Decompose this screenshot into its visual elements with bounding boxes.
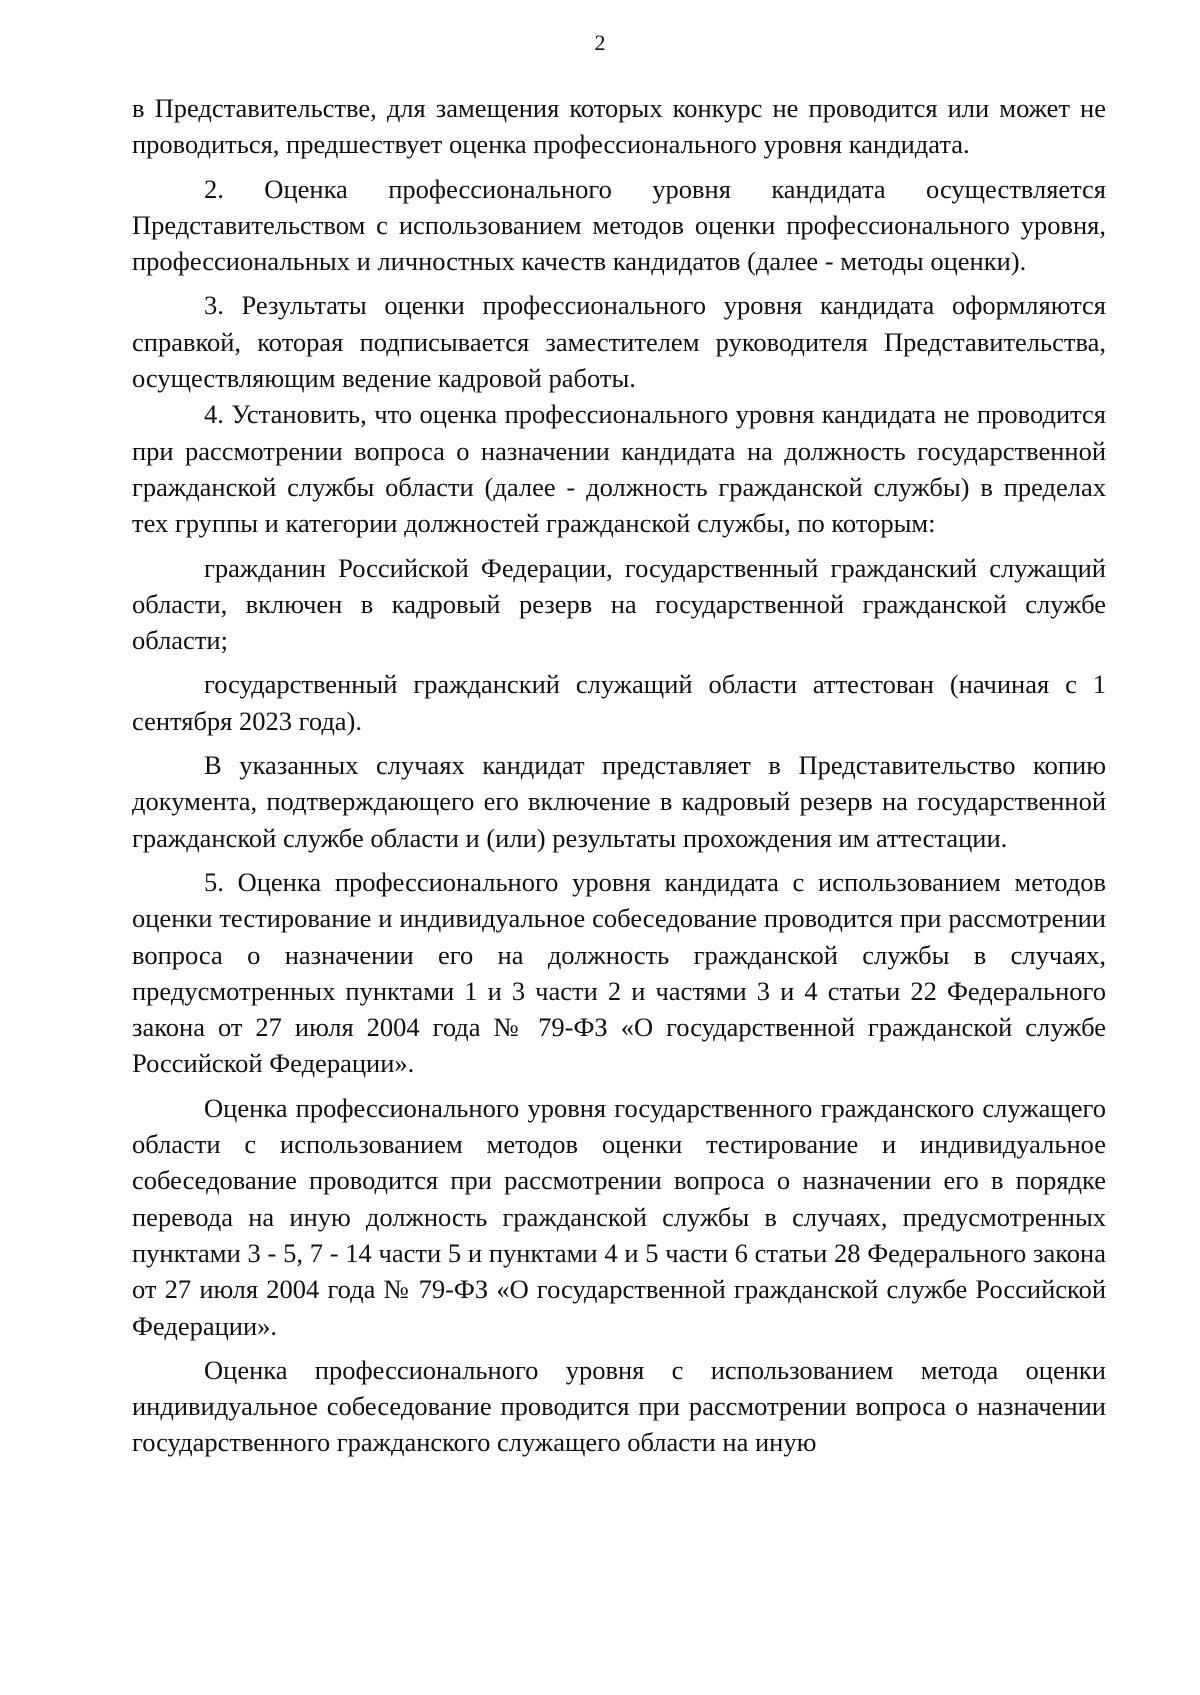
document-body <box>132 90 1106 1461</box>
page-number: 2 <box>594 30 606 55</box>
paragraph-condition-attested: государственный гражданский служащий области аттестован (начиная с 1 сентября 2023 года). <box>132 669 1106 736</box>
paragraph-continuation: в Представительстве, для замещения которых конкурс не проводится или может не проводиться, предшествует оценка профессионального уровня кандидата. <box>132 93 1106 160</box>
paragraph-documents: В указанных случаях кандидат представляет в Представительство копию документа, подтверждающего его включение в кадровый резерв на государственной гражданской службе области и (или) результаты прохождения им аттестации. <box>132 750 1106 853</box>
paragraph-item-5: 5. Оценка профессионального уровня кандидата с использованием методов оценки тестирование и индивидуальное собеседование проводится при рассмотрении вопроса о назначении его на должность гражданской службы в случаях, предусмотренных пунктами 1 и 3 части 2 и частями 3 и 4 статьи 22 Федерального закона от 27 июля 2004 года № 79-ФЗ «О государственной гражданской службе Российской Федерации». <box>132 866 1106 1079</box>
paragraph-item-2: 2. Оценка профессионального уровня кандидата осуществляется Представительством с использованием методов оценки профессионального уровня, профессиональных и личностных качеств кандидатов (далее - методы оценки). <box>132 173 1106 277</box>
paragraph-transfer-assessment: Оценка профессионального уровня государственного гражданского служащего области с использованием методов оценки тестирование и индивидуальное собеседование проводится при рассмотрении вопроса о назначении его в порядке перевода на иную должность гражданской службы в случаях, предусмотренных пунктами 3 - 5, 7 - 14 части 5 и пунктами 4 и 5 части 6 статьи 28 Федерального закона от 27 июля 2004 года № 79-ФЗ «О государственной гражданской службе Российской Федерации». <box>132 1092 1106 1341</box>
paragraph-condition-reserve: гражданин Российской Федерации, государственный гражданский служащий области, включен в кадровый резерв на государственной гражданской службе области; <box>132 552 1106 656</box>
paragraph-interview-assessment: Оценка профессионального уровня с использованием метода оценки индивидуальное собеседование проводится при рассмотрении вопроса о назначении государственного гражданского служащего области на иную <box>132 1354 1106 1458</box>
paragraph-item-4: 4. Установить, что оценка профессионального уровня кандидата не проводится при рассмотрении вопроса о назначении кандидата на должность государственной гражданской службы области (далее - должность гражданской службы) в пределах тех группы и категории должностей гражданской службы, по которым: <box>132 399 1106 539</box>
paragraph-item-3: 3. Результаты оценки профессионального уровня кандидата оформляются справкой, которая подписывается заместителем руководителя Представительства, осуществляющим ведение кадровой работы. <box>132 290 1106 394</box>
